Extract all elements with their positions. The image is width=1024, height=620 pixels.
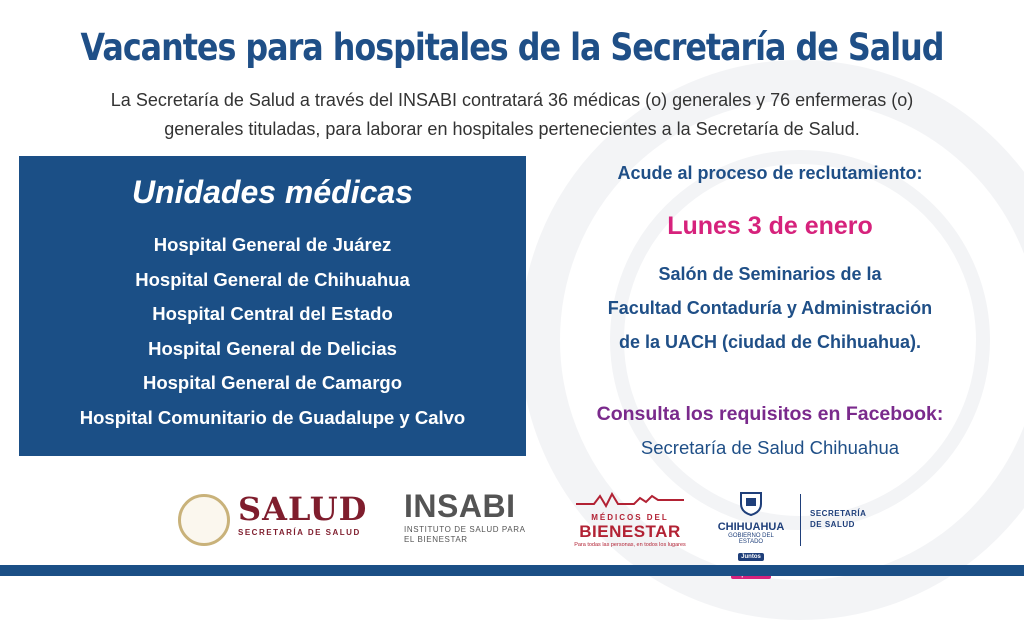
- salud-logo: [238, 490, 367, 537]
- recruitment-date: Lunes 3 de enero: [667, 212, 873, 240]
- bienestar-logo-name: BIENESTAR: [579, 522, 681, 541]
- facebook-page-link[interactable]: Secretaría de Salud Chihuahua: [640, 437, 900, 458]
- footer-bar: [0, 565, 1024, 576]
- salud-logo-name: SALUD: [238, 490, 368, 528]
- mexico-coat-of-arms-icon: [178, 494, 230, 546]
- medical-units-panel: [19, 156, 526, 456]
- list-item: Hospital General de Delicias: [148, 337, 397, 359]
- intro-line-1: La Secretaría de Salud a través del INSABI contratará 36 médicas (o) generales y 76 enfermeras (o): [110, 90, 914, 110]
- insabi-logo-sub-1: INSTITUTO DE SALUD PARA: [404, 525, 526, 534]
- list-item: Hospital General de Chihuahua: [135, 268, 410, 290]
- salud-logo-sub: SECRETARÍA DE SALUD: [238, 528, 361, 537]
- intro-paragraph: [30, 86, 994, 144]
- heartbeat-icon: [574, 492, 686, 508]
- chihuahua-badge-juntos: Juntos: [738, 553, 764, 561]
- insabi-logo-name: INSABI: [404, 488, 516, 524]
- intro-line-2: generales tituladas, para laborar en hospitales pertenecientes a la Secretaría de Salud.: [164, 119, 860, 139]
- chihuahua-logo-sub: GOBIERNO DEL ESTADO: [728, 533, 774, 545]
- logo-strip: [0, 488, 1024, 558]
- logo-divider: [800, 494, 801, 546]
- secretaria-logo-line-1: SECRETARÍA: [810, 509, 867, 518]
- place-line-1: Salón de Seminarios de la: [658, 264, 882, 284]
- medical-units-title: Unidades médicas: [132, 174, 413, 210]
- insabi-logo-sub-2: EL BIENESTAR: [404, 535, 468, 544]
- medical-units-list: [19, 234, 526, 441]
- medicos-del-bienestar-logo: [574, 492, 686, 548]
- list-item: Hospital Central del Estado: [152, 303, 393, 324]
- recruitment-heading: Acude al proceso de reclutamiento:: [617, 163, 923, 183]
- bienestar-logo-sub: Para todas las personas, en todos los lugares: [574, 542, 686, 548]
- chihuahua-shield-icon: [716, 490, 786, 521]
- page-title: Vacantes para hospitales de la Secretaría de Salud: [80, 26, 944, 69]
- list-item: Hospital Comunitario de Guadalupe y Calvo: [79, 406, 466, 428]
- consult-requirements-heading: Consulta los requisitos en Facebook:: [596, 403, 944, 425]
- chihuahua-logo-name: CHIHUAHUA: [717, 521, 785, 533]
- insabi-logo: [404, 488, 526, 545]
- secretaria-logo-line-2: DE SALUD: [810, 520, 855, 529]
- place-line-3: de la UACH (ciudad de Chihuahua).: [618, 332, 922, 352]
- list-item: Hospital General de Juárez: [153, 234, 392, 255]
- secretaria-de-salud-logo: [810, 508, 866, 530]
- list-item: Hospital General de Camargo: [142, 372, 403, 393]
- bienestar-logo-top: MÉDICOS DEL: [591, 513, 669, 522]
- recruitment-place: [540, 257, 1000, 359]
- place-line-2: Facultad Contaduría y Administración: [607, 298, 933, 318]
